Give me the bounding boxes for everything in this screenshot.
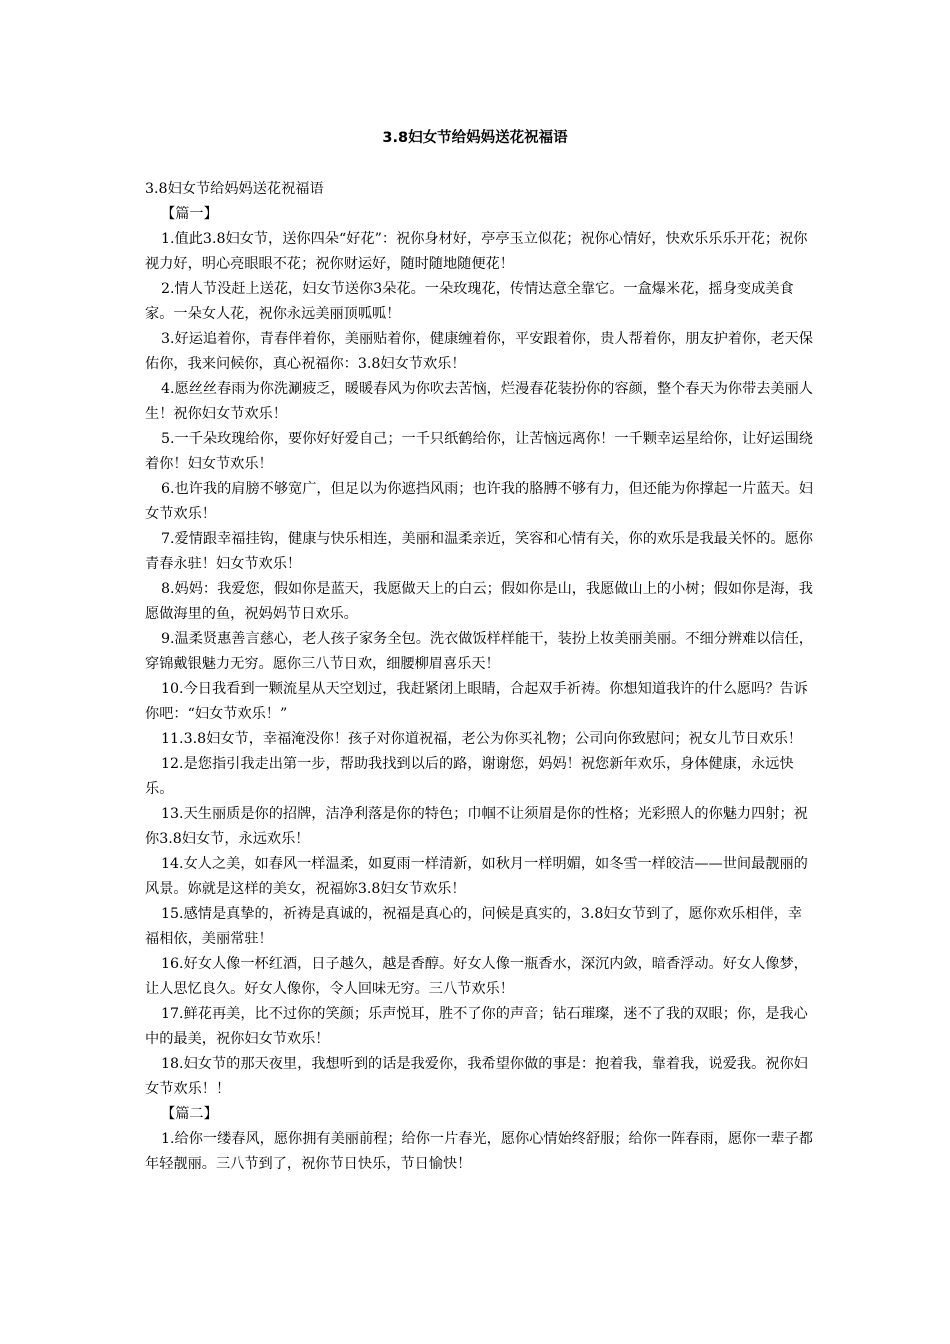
paragraph: 12.是您指引我走出第一步，帮助我找到以后的路，谢谢您，妈妈！祝您新年欢乐，身体健康，永远快乐。 xyxy=(145,756,794,797)
paragraph: 16.好女人像一杯红酒，日子越久，越是香醇。好女人像一瓶香水，深沉内敛，暗香浮动。好女人像梦，让人思忆良久。好女人像你，令人回味无穷。三八节欢乐！ xyxy=(145,956,808,997)
section-heading: 【篇一】 xyxy=(161,206,218,222)
paragraph: 3.好运追着你，青春伴着你，美丽贴着你，健康缠着你，平安跟着你，贵人帮着你，朋友护着你，老天保佑你，我来问候你，真心祝福你：3.8妇女节欢乐！ xyxy=(145,331,813,372)
paragraph: 8.妈妈：我爱您，假如你是蓝天，我愿做天上的白云；假如你是山，我愿做山上的小树；假如你是海，我愿做海里的鱼，祝妈妈节日欢乐。 xyxy=(145,581,813,622)
paragraph: 17.鲜花再美，比不过你的笑颜；乐声悦耳，胜不了你的声音；钻石璀璨，迷不了我的双眼；你，是我心中的最美，祝你妇女节欢乐！ xyxy=(145,1006,808,1047)
paragraph: 6.也许我的肩膀不够宽广，但足以为你遮挡风雨；也许我的胳膊不够有力，但还能为你撑起一片蓝天。妇女节欢乐！ xyxy=(145,481,813,522)
paragraph: 13.天生丽质是你的招牌，洁净利落是你的特色；巾帼不让须眉是你的性格；光彩照人的你魅力四射；祝你3.8妇女节，永远欢乐！ xyxy=(145,806,808,847)
paragraph: 1.给你一缕春风，愿你拥有美丽前程；给你一片春光，愿你心情始终舒服；给你一阵春雨，愿你一辈子都年轻靓丽。三八节到了，祝你节日快乐，节日愉快！ xyxy=(145,1131,813,1172)
paragraph: 7.爱情跟幸福挂钩，健康与快乐相连，美丽和温柔亲近，笑容和心情有关，你的欢乐是我最关怀的。愿你青春永驻！妇女节欢乐！ xyxy=(145,531,813,572)
paragraph: 15.感情是真挚的，祈祷是真诚的，祝福是真心的，问候是真实的，3.8妇女节到了，愿你欢乐相伴，幸福相依，美丽常驻！ xyxy=(145,906,803,947)
paragraph: 18.妇女节的那天夜里，我想听到的话是我爱你，我希望你做的事是：抱着我，靠着我，说爱我。祝你妇女节欢乐！！ xyxy=(145,1056,808,1097)
document-title: 3.8妇女节给妈妈送花祝福语 xyxy=(382,130,568,146)
paragraph: 1.值此3.8妇女节，送你四朵“好花”：祝你身材好，亭亭玉立似花；祝你心情好，快欢乐乐乐开花；祝你视力好，明心亮眼眼不花；祝你财运好，随时随地随便花！ xyxy=(145,231,808,272)
paragraph: 2.情人节没赶上送花，妇女节送你3朵花。一朵玫瑰花，传情达意全靠它。一盒爆米花，摇身变成美食家。一朵女人花，祝你永远美丽顶呱呱！ xyxy=(145,281,794,322)
paragraph: 11.3.8妇女节，幸福淹没你！孩子对你道祝福，老公为你买礼物；公司向你致慰问；祝女儿节日欢乐！ xyxy=(161,731,803,747)
paragraph: 5.一千朵玫瑰给你，要你好好爱自己；一千只纸鹤给你，让苦恼远离你！一千颗幸运星给你，让好运围绕着你！妇女节欢乐！ xyxy=(145,431,813,472)
section-heading: 【篇二】 xyxy=(161,1106,218,1122)
document-subtitle: 3.8妇女节给妈妈送花祝福语 xyxy=(145,181,324,197)
paragraph: 14.女人之美，如春风一样温柔，如夏雨一样清新，如秋月一样明媚，如冬雪一样皎洁——世间最靓丽的风景。妳就是这样的美女，祝福妳3.8妇女节欢乐！ xyxy=(145,856,808,897)
document-body xyxy=(145,177,813,1177)
paragraph: 4.愿丝丝春雨为你洗涮疲乏，暖暖春风为你吹去苦恼，烂漫春花装扮你的容颜，整个春天为你带去美丽人生！祝你妇女节欢乐！ xyxy=(145,381,813,422)
paragraph: 9.温柔贤惠善言慈心，老人孩子家务全包。洗衣做饭样样能干，装扮上妆美丽美丽。不细分辨难以信任，穿锦戴银魅力无穷。愿你三八节日欢，细腰柳眉喜乐天！ xyxy=(145,631,813,672)
paragraph: 10.今日我看到一颗流星从天空划过，我赶紧闭上眼睛，合起双手祈祷。你想知道我许的什么愿吗？告诉你吧：“妇女节欢乐！” xyxy=(145,681,808,722)
